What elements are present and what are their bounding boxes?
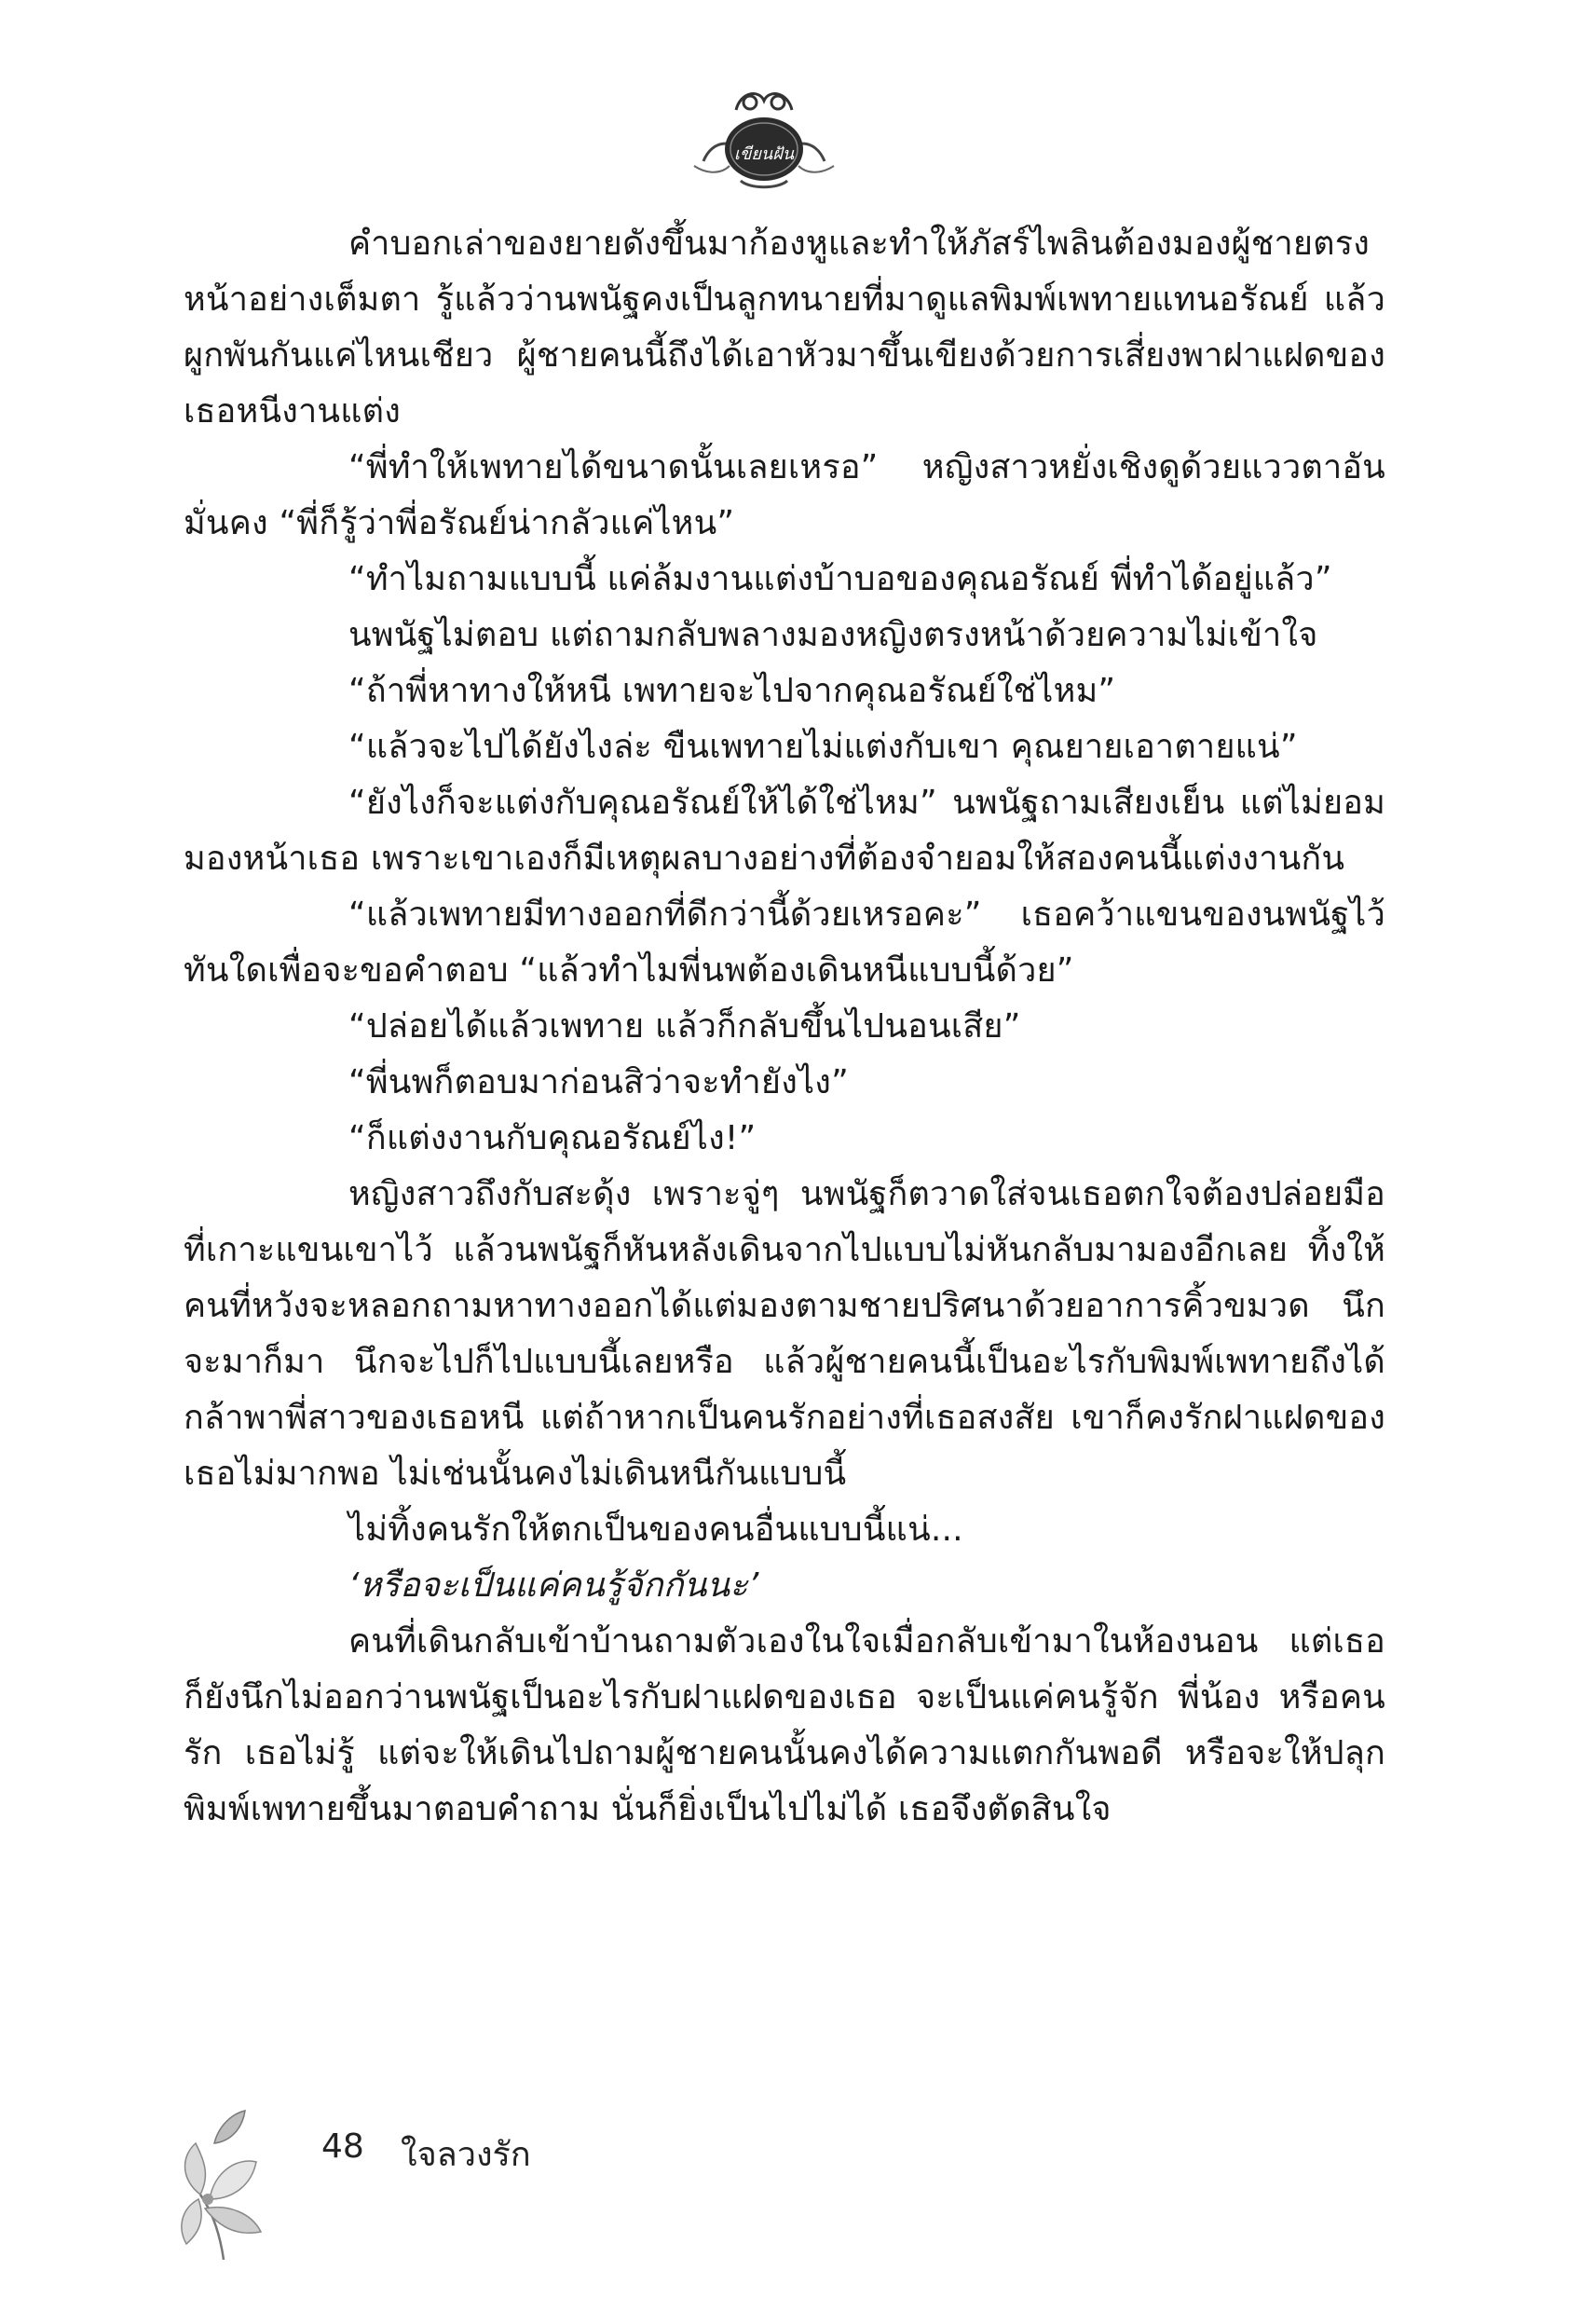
paragraph: “ก็แต่งงานกับคุณอรัณย์ไง!” <box>348 1119 757 1157</box>
paragraph: “พี่ทำให้เพทายได้ขนาดนั้นเลยเหรอ” หญิงสาวหยั่งเชิงดูด้วยแววตาอันมั่นคง “พี่ก็รู้ว่าพี่อรัณย์น่ากลัวแค่ไหน” <box>184 448 1385 542</box>
paragraph: คำบอกเล่าของยายดังขึ้นมาก้องหูและทำให้ภัสร์ไพลินต้องมองผู้ชายตรงหน้าอย่างเต็มตา รู้แล้วว่านพนัฐคงเป็นลูกทนายที่มาดูแลพิมพ์เพทายแทนอรัณย์ แล้วผูกพันกันแค่ไหนเชียว ผู้ชายคนนี้ถึงได้เอาหัวมาขึ้นเขียงด้วยการเสี่ยงพาฝาแฝดของเธอหนีงานแต่ง <box>184 225 1385 431</box>
book-title: ใจลวงรัก <box>401 2136 531 2174</box>
page-body <box>184 216 1385 1838</box>
paragraph: คนที่เดินกลับเข้าบ้านถามตัวเองในใจเมื่อกลับเข้ามาในห้องนอน แต่เธอก็ยังนึกไม่ออกว่านพนัฐเป็นอะไรกับฝาแฝดของเธอ จะเป็นแค่คนรู้จัก พี่น้อง หรือคนรัก เธอไม่รู้ แต่จะให้เดินไปถามผู้ชายคนนั้นคงได้ความแตกกันพอดี หรือจะให้ปลุกพิมพ์เพทายขึ้นมาตอบคำถาม นั่นก็ยิ่งเป็นไปไม่ได้ เธอจึงตัดสินใจ <box>184 1622 1385 1828</box>
flower-ornament-icon <box>172 2106 275 2264</box>
paragraph: “ทำไมถามแบบนี้ แค่ล้มงานแต่งบ้าบอของคุณอรัณย์ พี่ทำได้อยู่แล้ว” <box>348 560 1332 598</box>
paragraph: “แล้วเพทายมีทางออกที่ดีกว่านี้ด้วยเหรอคะ” เธอคว้าแขนของนพนัฐไว้ทันใดเพื่อจะขอคำตอบ “แล้วทำไมพี่นพต้องเดินหนีแบบนี้ด้วย” <box>184 896 1385 990</box>
publisher-logo-emblem-icon <box>685 73 843 194</box>
paragraph: “แล้วจะไปได้ยังไงล่ะ ขืนเพทายไม่แต่งกับเขา คุณยายเอาตายแน่” <box>348 728 1298 766</box>
publisher-logo <box>685 73 843 194</box>
paragraph: “ยังไงก็จะแต่งกับคุณอรัณย์ให้ได้ใช่ไหม” นพนัฐถามเสียงเย็น แต่ไม่ยอมมองหน้าเธอ เพราะเขาเองก็มีเหตุผลบางอย่างที่ต้องจำยอมให้สองคนนี้แต่งงานกัน <box>184 784 1385 878</box>
publisher-logo-text: เขียนฝัน <box>733 144 795 164</box>
paragraph: “พี่นพก็ตอบมาก่อนสิว่าจะทำยังไง” <box>348 1063 849 1101</box>
paragraph: “ปล่อยได้แล้วเพทาย แล้วก็กลับขึ้นไปนอนเสีย” <box>348 1007 1021 1046</box>
page-number: 48 <box>321 2127 364 2166</box>
paragraph: ไม่ทิ้งคนรักให้ตกเป็นของคนอื่นแบบนี้แน่... <box>348 1511 963 1549</box>
paragraph: หญิงสาวถึงกับสะดุ้ง เพราะจู่ๆ นพนัฐก็ตวาดใส่จนเธอตกใจต้องปล่อยมือที่เกาะแขนเขาไว้ แล้วนพนัฐก็หันหลังเดินจากไปแบบไม่หันกลับมามองอีกเลย ทิ้งให้คนที่หวังจะหลอกถามหาทางออกได้แต่มองตามชายปริศนาด้วยอาการคิ้วขมวด นึกจะมาก็มา นึกจะไปก็ไปแบบนี้เลยหรือ แล้วผู้ชายคนนี้เป็นอะไรกับพิมพ์เพทายถึงได้กล้าพาพี่สาวของเธอหนี แต่ถ้าหากเป็นคนรักอย่างที่เธอสงสัย เขาก็คงรักฝาแฝดของเธอไม่มากพอ ไม่เช่นนั้นคงไม่เดินหนีกันแบบนี้ <box>184 1175 1385 1493</box>
paragraph: “ถ้าพี่หาทางให้หนี เพทายจะไปจากคุณอรัณย์ใช่ไหม” <box>348 672 1116 710</box>
paragraph: นพนัฐไม่ตอบ แต่ถามกลับพลางมองหญิงตรงหน้าด้วยความไม่เข้าใจ <box>348 616 1318 654</box>
paragraph-thought: ‘หรือจะเป็นแค่คนรู้จักกันนะ’ <box>348 1566 759 1605</box>
